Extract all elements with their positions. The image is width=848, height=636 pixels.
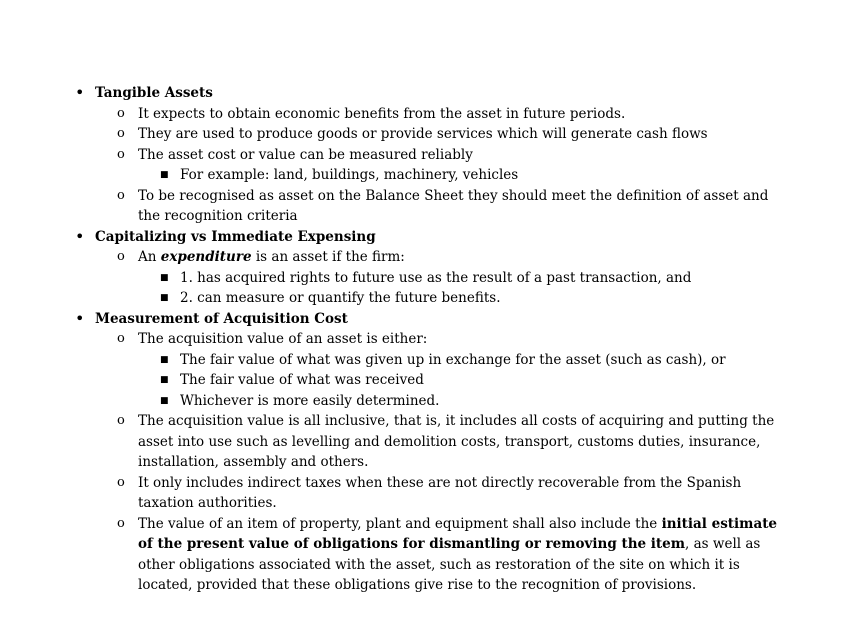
circle-bullet-icon: o — [117, 249, 125, 264]
square-bullet-icon: ■ — [160, 395, 169, 406]
list-item: ■ For example: land, buildings, machinery, vehicles — [0, 165, 848, 186]
list-item: o The value of an item of property, plant and equipment shall also include the initial estimate of the present value of obligations for dismantling or removing the item, as well as other obligations associated with the asset, such as restoration of the site on which it is located, provided that these obligations give rise to the recognition of provisions. — [117, 515, 778, 593]
section-heading: • Measurement of Acquisition Cost — [75, 308, 348, 328]
section-heading: • Tangible Assets — [75, 83, 213, 102]
circle-bullet-icon: o — [117, 105, 125, 121]
circle-bullet-icon: o — [117, 413, 125, 428]
list-item: o They are used to produce goods or provide services which will generate cash flows — [0, 124, 848, 145]
list-item: ■ The fair value of what was given up in exchange for the asset (such as cash), or — [0, 350, 848, 371]
list-item: o It only includes indirect taxes when these are not directly recoverable from the Spanish taxation authorities. — [117, 474, 742, 511]
square-bullet-icon: ■ — [160, 375, 169, 385]
list-item: o An expenditure is an asset if the firm: — [0, 247, 848, 268]
disc-bullet-icon: • — [75, 226, 85, 246]
circle-bullet-icon: o — [117, 187, 125, 203]
square-bullet-icon: ■ — [160, 293, 169, 303]
list-item: o To be recognised as asset on the Balance Sheet they should meet the definition of asset and the recognition criteria — [117, 187, 769, 224]
list-item: o The acquisition value of an asset is either: — [0, 329, 848, 350]
circle-bullet-icon: o — [117, 331, 125, 346]
list-item: ■ 2. can measure or quantify the future benefits. — [0, 288, 848, 309]
square-bullet-icon: ■ — [160, 170, 169, 180]
bullet-list — [0, 83, 848, 596]
list-item: o The asset cost or value can be measured reliably — [0, 145, 848, 166]
section-heading: • Capitalizing vs Immediate Expensing — [75, 226, 376, 246]
list-item: ■ Whichever is more easily determined. — [0, 391, 848, 412]
square-bullet-icon: ■ — [160, 354, 169, 365]
circle-bullet-icon: o — [117, 515, 125, 531]
list-item: ■ 1. has acquired rights to future use as the result of a past transaction, and — [0, 268, 848, 289]
square-bullet-icon: ■ — [160, 272, 169, 283]
list-item: ■ The fair value of what was received — [0, 370, 848, 391]
list-item: o The acquisition value is all inclusive, that is, it includes all costs of acquiring and putting the asset into use such as levelling and demolition costs, transport, customs duties, insurance, installation, assembly and others. — [117, 413, 775, 470]
disc-bullet-icon: • — [75, 308, 85, 328]
disc-bullet-icon: • — [75, 83, 85, 102]
circle-bullet-icon: o — [117, 474, 125, 490]
circle-bullet-icon: o — [117, 126, 125, 141]
circle-bullet-icon: o — [117, 146, 125, 162]
list-item: o It expects to obtain economic benefits from the asset in future periods. — [0, 104, 848, 125]
